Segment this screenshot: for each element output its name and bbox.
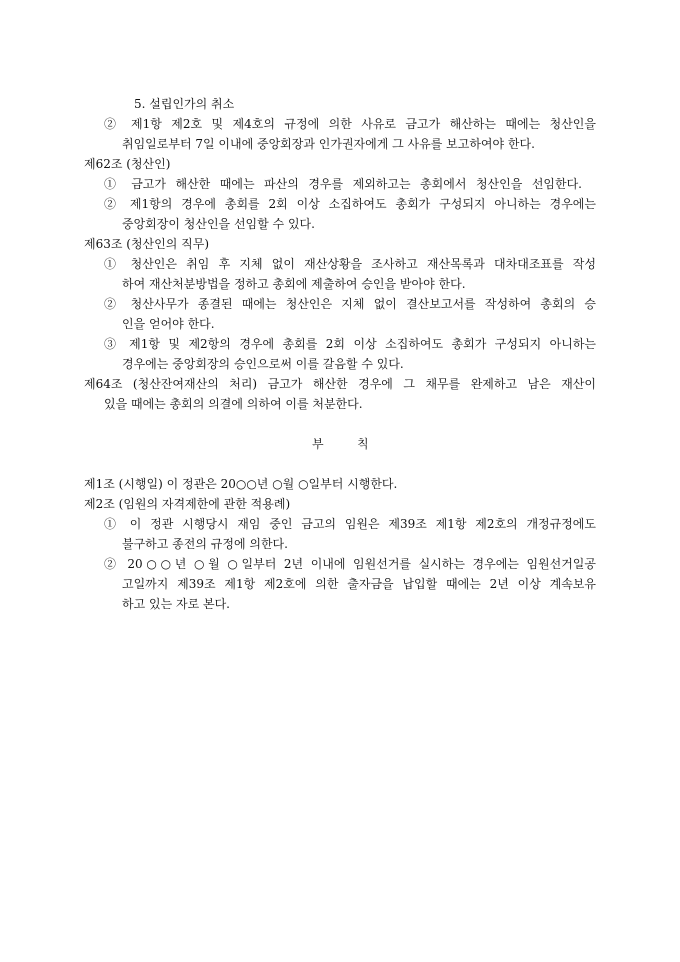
item-5-line: 5. 설립인가의 취소 [134,97,235,111]
supplementary-article-2-paragraph-2-line-3: 하고 있는 자로 본다. [122,597,230,611]
supplementary-article-2-title: 제2조 (임원의 자격제한에 관한 적용례) [84,497,291,511]
article-64-line-2: 있을 때에는 총회의 의결에 의하여 이를 처분한다. [104,397,363,411]
supplementary-heading-char-1: 부 [312,437,324,451]
article-64-line-1: 제64조 (청산잔여재산의 처리) 금고가 해산한 경우에 그 채무를 완제하고 남은 재산이 [84,377,596,391]
supplementary-article-2-paragraph-1-line-2: 불구하고 종전의 규정에 의한다. [122,537,288,551]
supplementary-heading-char-2: 칙 [357,437,369,451]
article-62-paragraph-2-line-1: ② 제1항의 경우에 총회를 2회 이상 소집하여도 총회가 구성되지 아니하는 경우에는 [104,197,596,211]
paragraph-2-line-2: 취임일로부터 7일 이내에 중앙회장과 인가권자에게 그 사유를 보고하여야 한다. [122,137,535,151]
article-62-paragraph-1: ① 금고가 해산한 때에는 파산의 경우를 제외하고는 총회에서 청산인을 선임한다. [104,177,582,191]
article-63-title: 제63조 (청산인의 직무) [84,237,209,251]
article-63-paragraph-3-line-1: ③ 제1항 및 제2항의 경우에 총회를 2회 이상 소집하여도 총회가 구성되지 아니하는 [104,337,596,351]
supplementary-article-2-paragraph-2-line-2: 고일까지 제39조 제1항 제2호에 의한 출자금을 납입할 때에는 2년 이상 계속보유 [122,577,596,591]
article-63-paragraph-1-line-1: ① 청산인은 취임 후 지체 없이 재산상황을 조사하고 재산목록과 대차대조표를 작성 [104,257,596,271]
article-62-paragraph-2-line-2: 중앙회장이 청산인을 선임할 수 있다. [122,217,315,231]
article-63-paragraph-3-line-2: 경우에는 중앙회장의 승인으로써 이를 갈음할 수 있다. [122,357,404,371]
article-63-paragraph-1-line-2: 하여 재산처분방법을 정하고 총회에 제출하여 승인을 받아야 한다. [122,277,466,291]
supplementary-article-1: 제1조 (시행일) 이 정관은 20○○년 ○월 ○일부터 시행한다. [84,477,398,491]
paragraph-2-line-1: ② 제1항 제2호 및 제4호의 규정에 의한 사유로 금고가 해산하는 때에는 청산인을 [104,117,596,131]
article-63-paragraph-2-line-1: ② 청산사무가 종결된 때에는 청산인은 지체 없이 결산보고서를 작성하여 총회의 승 [104,297,596,311]
supplementary-article-2-paragraph-1-line-1: ① 이 정관 시행당시 재임 중인 금고의 임원은 제39조 제1항 제2호의 개정규정에도 [104,517,596,531]
article-62-title: 제62조 (청산인) [84,157,171,171]
article-63-paragraph-2-line-2: 인을 얻어야 한다. [122,317,215,331]
supplementary-article-2-paragraph-2-line-1: ② 20○○년 ○월 ○일부터 2년 이내에 임원선거를 실시하는 경우에는 임원선거일공 [104,557,596,571]
